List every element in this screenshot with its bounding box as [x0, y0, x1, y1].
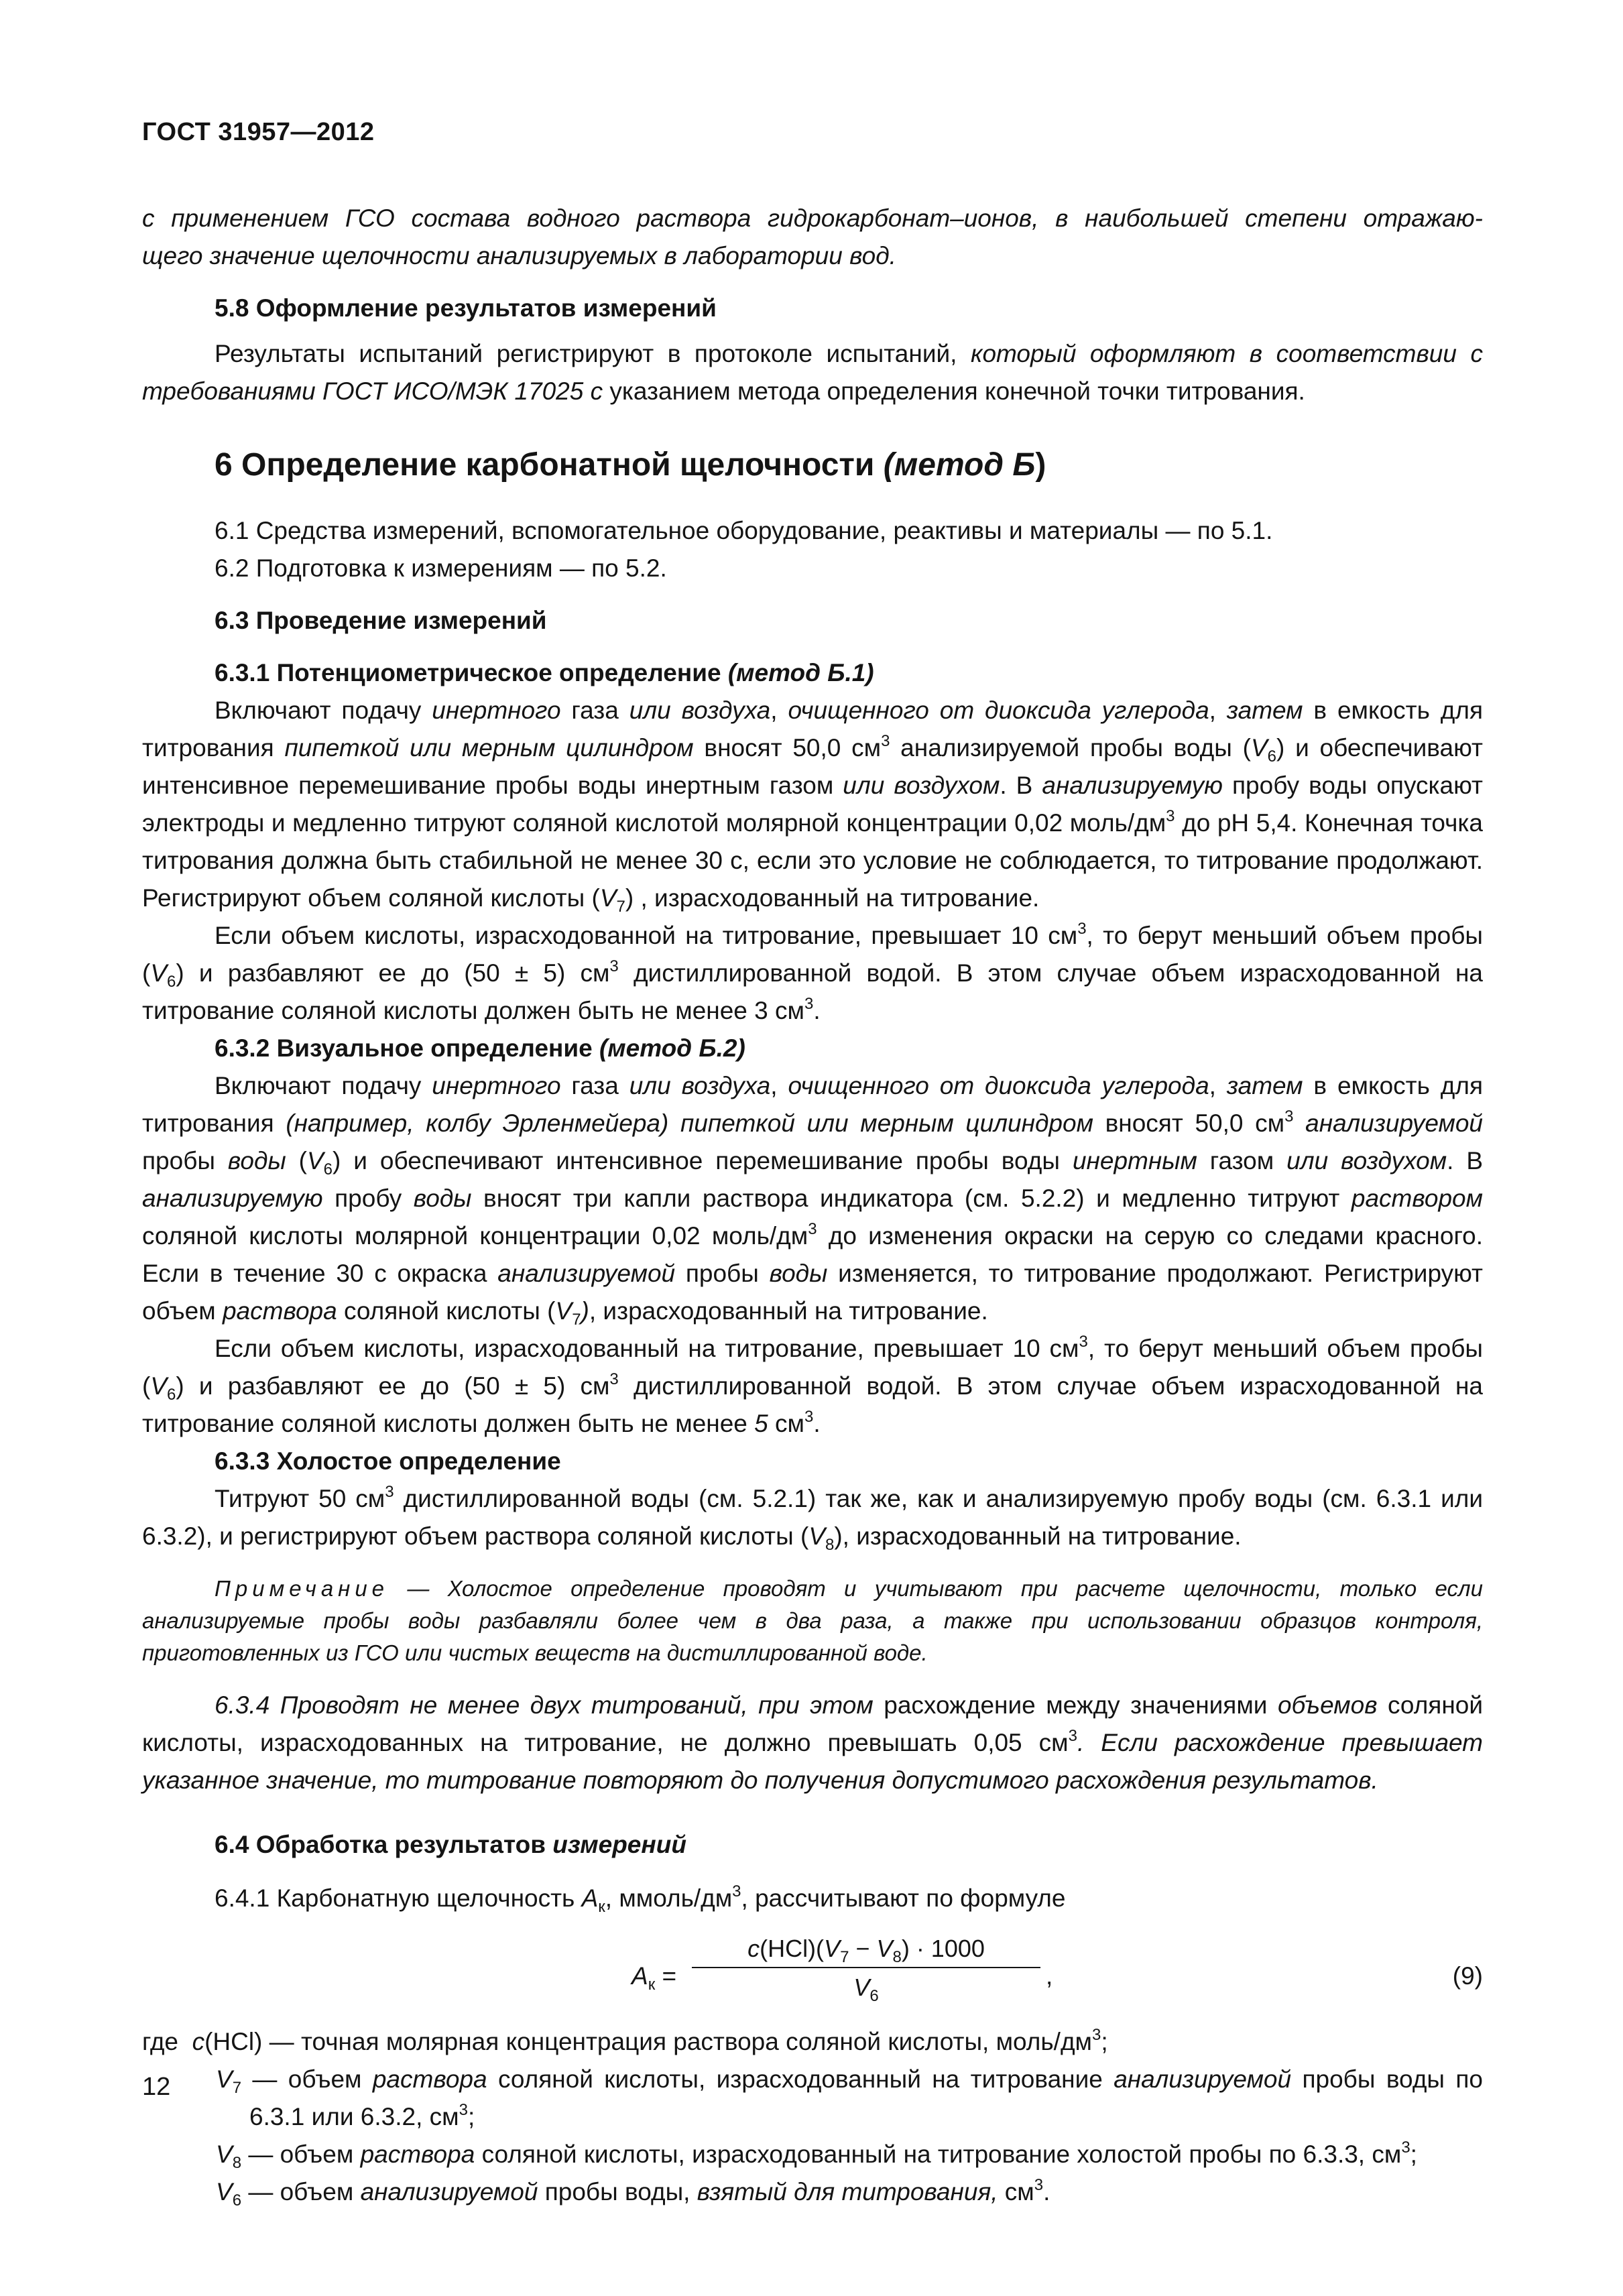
- formula-fraction-bar: [692, 1967, 1040, 1968]
- where-item-v6: $V_6$ — объем анализируемой пробы воды, взятый для титрования, $см^3$.: [216, 2176, 1050, 2210]
- section-6-3-1-heading: 6.3.1 Потенциометрическое определение (метод Б.1): [215, 659, 874, 686]
- document-page: [142, 0, 1483, 2296]
- section-6-3-heading: 6.3 Проведение измерений: [215, 607, 547, 634]
- intro-line-2: щего значение щелочности анализируемых в лаборатории вод.: [142, 242, 896, 269]
- section-6-3-1-paragraph-1: Включают подачу инертного газа или воздуха, очищенного от диоксида углерода, затем в емкость для титрования пипеткой или мерным цилиндром вносят 50,0 $см^3$ анализируемой пробы воды $(V_6)$ и обеспечивают интенсивное перемешивание пробы воды инертным газом или воздухом. В анализируемую пробу воды опускают электроды и медленно титруют соляной кислотой молярной концентрации 0,02 моль/$дм^3$ до рН 5,4. Конечная точка титрования должна быть стабильной не менее 30 с, если это условие не соблюдается, то титрование продолжают. Регистрируют объем соляной кислоты $(V_7)$ , израсходованный на титрование.: [142, 697, 1484, 916]
- formula-9: [142, 1932, 1483, 2019]
- where-list: [142, 2023, 1483, 2211]
- section-6-2-paragraph: 6.2 Подготовка к измерениям — по 5.2.: [215, 554, 667, 582]
- formula-number: (9): [1452, 1962, 1483, 1990]
- note-label: Примечание: [215, 1576, 389, 1601]
- formula-fraction: [692, 1932, 1040, 2004]
- section-6-1-paragraph: 6.1 Средства измерений, вспомогательное оборудование, реактивы и материалы — по 5.1.: [215, 517, 1273, 544]
- section-6-3-2-paragraph-1: Включают подачу инертного газа или воздуха, очищенного от диоксида углерода, затем в емкость для титрования (например, колбу Эрленмейера) пипеткой или мерным цилиндром вносят 50,0 $см^3$ анализируемой пробы воды $(V_6)$ и обеспечивают интенсивное перемешивание пробы воды инертным газом или воздухом. В анализируемую пробу воды вносят три капли раствора индикатора (см. 5.2.2) и медленно титруют раствором соляной кислоты молярной концентрации 0,02 моль/$дм^3$ до изменения окраски на серую со следами красного. Если в течение 30 с окраска анализируемой пробы воды изменяется, то титрование продолжают. Регистрируют объем раствора соляной кислоты $(V_7)$, израсходованный на титрование.: [142, 1072, 1484, 1329]
- document-header: ГОСТ 31957—2012: [142, 118, 375, 146]
- where-item-v8: $V_8$ — объем раствора соляной кислоты, израсходованный на титрование холостой пробы по 6.3.3, $см^3$;: [216, 2138, 1417, 2172]
- section-6-3-1-paragraph-2: Если объем кислоты, израсходованной на титрование, превышает 10 $см^3$, то берут меньший объем пробы $(V_6)$ и разбавляют ее до (50 ± 5) $см^3$ дистиллированной водой. В этом случае объем израсходованной на титрование соляной кислоты должен быть не менее 3 $см^3$.: [142, 920, 1483, 1024]
- where-item-v7: $V_7$ — объем раствора соляной кислоты, израсходованный на титрование анализируемой пробы воды по 6.3.1 или 6.3.2, $см^3$;: [216, 2065, 1483, 2130]
- section-6-3-3-paragraph: Титруют 50 $см^3$ дистиллированной воды (см. 5.2.1) так же, как и анализируемую пробу воды (см. 6.3.1 или 6.3.2), и регистрируют объем раствора соляной кислоты $(V_8)$, израсходованный на титрование.: [142, 1483, 1483, 1554]
- section-6-3-2-heading: 6.3.2 Визуальное определение (метод Б.2): [215, 1034, 745, 1062]
- formula-denominator: $V_6$: [853, 1974, 879, 2005]
- where-item-c: где c(HCl) — точная молярная концентрация раствора соляной кислоты, моль/$дм^3$;: [142, 2026, 1108, 2055]
- section-5-8-paragraph: Результаты испытаний регистрируют в протоколе испытаний, который оформляют в соответствии с требованиями ГОСТ ИСО/МЭК 17025 с указанием метода определения конечной точки титрования.: [142, 340, 1483, 405]
- section-6-4-1-paragraph: 6.4.1 Карбонатную щелочность $A_к$, ммоль/$дм^3$, рассчитывают по формуле: [215, 1882, 1066, 1916]
- section-6-3-2-paragraph-2: Если объем кислоты, израсходованный на титрование, превышает 10 $см^3$, то берут меньший объем пробы $(V_6)$ и разбавляют ее до (50 ± 5) $см^3$ дистиллированной водой. В этом случае объем израсходованной на титрование соляной кислоты должен быть не менее 5 $см^3$.: [142, 1333, 1483, 1437]
- formula-comma: ,: [1046, 1962, 1053, 1990]
- section-6-3-3-heading: 6.3.3 Холостое определение: [215, 1447, 561, 1475]
- document-body: [142, 200, 1483, 2211]
- page-number: 12: [142, 2073, 171, 2101]
- formula-lhs: $A_к$ =: [632, 1962, 677, 1994]
- section-6-heading: 6 Определение карбонатной щелочности (метод Б): [215, 447, 1046, 483]
- intro-line-1: с применением ГСО состава водного раствора гидрокарбонат–ионов, в наибольшей степени отражаю-: [142, 204, 1483, 232]
- section-6-4-heading: 6.4 Обработка результатов измерений: [215, 1831, 686, 1858]
- section-5-8-heading: 5.8 Оформление результатов измерений: [215, 294, 717, 322]
- formula-numerator: $c(HCl)(V_7 - V_8) \cdot 1000$: [747, 1935, 985, 1966]
- section-6-3-4-paragraph: 6.3.4 Проводят не менее двух титрований, при этом расхождение между значениями объемов соляной кислоты, израсходованных на титрование, не должно превышать 0,05 $см^3$. Если расхождение превышает указанное значение, то титрование повторяют до получения допустимого расхождения результатов.: [142, 1691, 1484, 1794]
- note: Примечание — Холостое определение проводят и учитывают при расчете щелочности, только если анализируемые пробы воды разбавляли более чем в два раза, а также при использовании образцов контроля, приготовленных из ГСО или чистых веществ на дистиллированной воде.: [142, 1576, 1483, 1665]
